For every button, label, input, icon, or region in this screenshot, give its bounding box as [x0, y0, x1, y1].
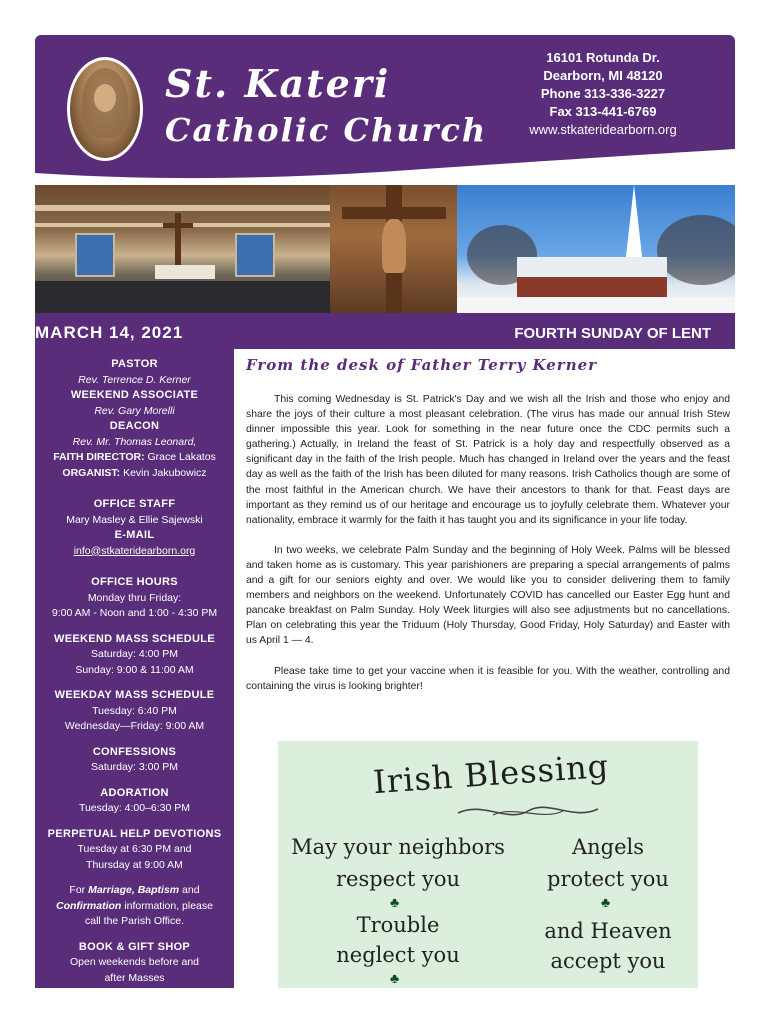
crucifix-photo [330, 185, 457, 313]
parish-info-sidebar [35, 349, 234, 988]
office-staff-heading: OFFICE STAFF [93, 498, 176, 510]
liturgical-occasion: FOURTH SUNDAY OF LENT [514, 325, 711, 342]
date-bar [35, 313, 735, 349]
contact-block [503, 49, 703, 139]
sacraments-info: information, please [124, 899, 213, 912]
article-paragraph-3: Please take time to get your vaccine when it is feasible for you. With the weather, controlling and containing the virus is looking brighter! [246, 665, 730, 692]
adoration-heading: ADORATION [100, 786, 169, 799]
church-name-line1: St. Kateri [165, 61, 391, 106]
office-staff-names: Mary Masley & Ellie Sajewski [66, 513, 203, 526]
blessing-line4a: and Heaven [544, 919, 672, 943]
blessing-line4b: accept you [550, 949, 666, 973]
blessing-line2a: Trouble [356, 913, 440, 937]
perpetual-help-heading: PERPETUAL HELP DEVOTIONS [47, 827, 222, 840]
organist [35, 466, 234, 482]
sacraments-for: For [69, 884, 86, 896]
blessing-line3b: protect you [547, 867, 669, 891]
perpetual-help-time1: Tuesday at 6:30 PM and [77, 843, 192, 855]
fax: Fax 313-441-6769 [549, 104, 657, 119]
shamrock-icon: ♣ [601, 894, 611, 910]
header-wave [35, 145, 735, 185]
article-title: From the desk of Father Terry Kerner [246, 356, 598, 374]
weekday-mass-tuesday: Tuesday: 6:40 PM [92, 704, 177, 717]
weekend-mass-sunday: Sunday: 9:00 & 11:00 AM [75, 663, 194, 676]
shamrock-icon: ♣ [390, 894, 400, 910]
adoration-time: Tuesday: 4:00–6:30 PM [78, 802, 191, 814]
photo-strip [35, 185, 735, 313]
church-exterior-photo [457, 185, 735, 313]
office-hours-days: Monday thru Friday: [87, 591, 182, 604]
organist-label: ORGANIST: [62, 466, 121, 479]
sacraments-marriage-baptism: Marriage, Baptism [88, 884, 180, 896]
associate-name: Rev. Gary Morelli [94, 404, 175, 417]
sacraments-and: and [182, 884, 200, 896]
phone: Phone 313-336-3227 [540, 86, 666, 101]
website-link[interactable]: www.stkateridearborn.org [529, 122, 677, 137]
deacon-heading: DEACON [109, 420, 160, 432]
blessing-line3a: Angels [571, 835, 645, 859]
sanctuary-photo [35, 185, 330, 313]
bookshop-heading: BOOK & GIFT SHOP [78, 940, 191, 953]
faith-director-name: Grace Lakatos [147, 451, 216, 463]
faith-director [35, 450, 234, 466]
bookshop-line2: after Masses [104, 971, 165, 984]
weekday-mass-heading: WEEKDAY MASS SCHEDULE [54, 689, 215, 701]
city: Dearborn, MI 48120 [543, 68, 663, 83]
sacraments-confirmation: Confirmation [56, 899, 122, 912]
confessions-time: Saturday: 3:00 PM [91, 761, 178, 773]
faith-director-label: FAITH DIRECTOR: [53, 451, 145, 463]
blessing-line1a: May your neighbors [291, 835, 505, 859]
deacon-name: Rev. Mr. Thomas Leonard, [72, 435, 197, 448]
organist-name: Kevin Jakubowicz [123, 466, 207, 479]
office-hours-heading: OFFICE HOURS [91, 576, 178, 588]
bulletin-date: MARCH 14, 2021 [35, 323, 184, 342]
address: 16101 Rotunda Dr. [546, 50, 660, 65]
pastor-heading: PASTOR [111, 358, 158, 370]
article-paragraph-2: In two weeks, we celebrate Palm Sunday and the beginning of Holy Week. Palms will be blessed and taken home as is customary. This year parishioners are preparing a special arrangements of palms and a gift for our seniors eighty and over. We would like you to consider delivering them to family members and neighbors on the weekend. Unfortunately COVID has cancelled our Easter Egg hunt and pancake breakfast on Palm Sunday. Holy Week liturgies will also see adjustments but no cancellations. Plan on celebrating this year the Triduum (Holy Thursday, Good Friday, Holy Saturday) and Easter with us April 1 — 4. [246, 544, 730, 647]
masthead [35, 35, 735, 185]
weekend-mass-heading: WEEKEND MASS SCHEDULE [54, 632, 215, 645]
confessions-heading: CONFESSIONS [92, 745, 177, 758]
blessing-line1b: respect you [335, 867, 461, 891]
blessing-title: Irish Blessing [371, 746, 611, 802]
article-paragraph-1: This coming Wednesday is St. Patrick's Day and we wish all the Irish and those who enjoy and share the joys of their culture a most pleasant celebration. (The virus has made our annual Irish Stew dinner impossible this year. Look for something in the near future once the CDC permits such a gathering.) Actually, in Ireland the feast of St. Patrick is a holy day and respectfully observed as a significant day in the faith of the Irish people. Much has changed in Ireland over the years and the feast day as well as the faith of the Irish has been diluted for many reasons. Irish Catholics though are some of the most faithful in the American church. We have their ancestors to thank for that. Feast days are important as they remind us of our heritage and encourage us to joyfully celebrate them. Whatever your nationality, embrace it warmly for the faith it has taught you and its significance in your life today. [246, 394, 730, 526]
email-heading: E-MAIL [114, 529, 155, 541]
flourish-ornament [453, 797, 603, 825]
perpetual-help-time2: Thursday at 9:00 AM [86, 858, 183, 871]
weekday-mass-wed-fri: Wednesday—Friday: 9:00 AM [64, 720, 205, 732]
irish-blessing-card [278, 741, 698, 988]
weekend-mass-saturday: Saturday: 4:00 PM [91, 648, 178, 660]
blessing-line2b: neglect you [336, 943, 460, 967]
pastor-name: Rev. Terrence D. Kerner [78, 373, 191, 386]
pastor-letter [246, 392, 730, 709]
sacraments-call: call the Parish Office. [84, 915, 185, 927]
bookshop-line1: Open weekends before and [69, 956, 199, 968]
associate-heading: WEEKEND ASSOCIATE [70, 389, 199, 401]
shamrock-icon: ♣ [390, 970, 400, 986]
church-name-line2: Catholic Church [165, 111, 488, 149]
sacraments-note [35, 883, 234, 930]
email-link[interactable]: info@stkateridearborn.org [73, 544, 196, 557]
office-hours-times: 9:00 AM - Noon and 1:00 - 4:30 PM [51, 607, 218, 619]
